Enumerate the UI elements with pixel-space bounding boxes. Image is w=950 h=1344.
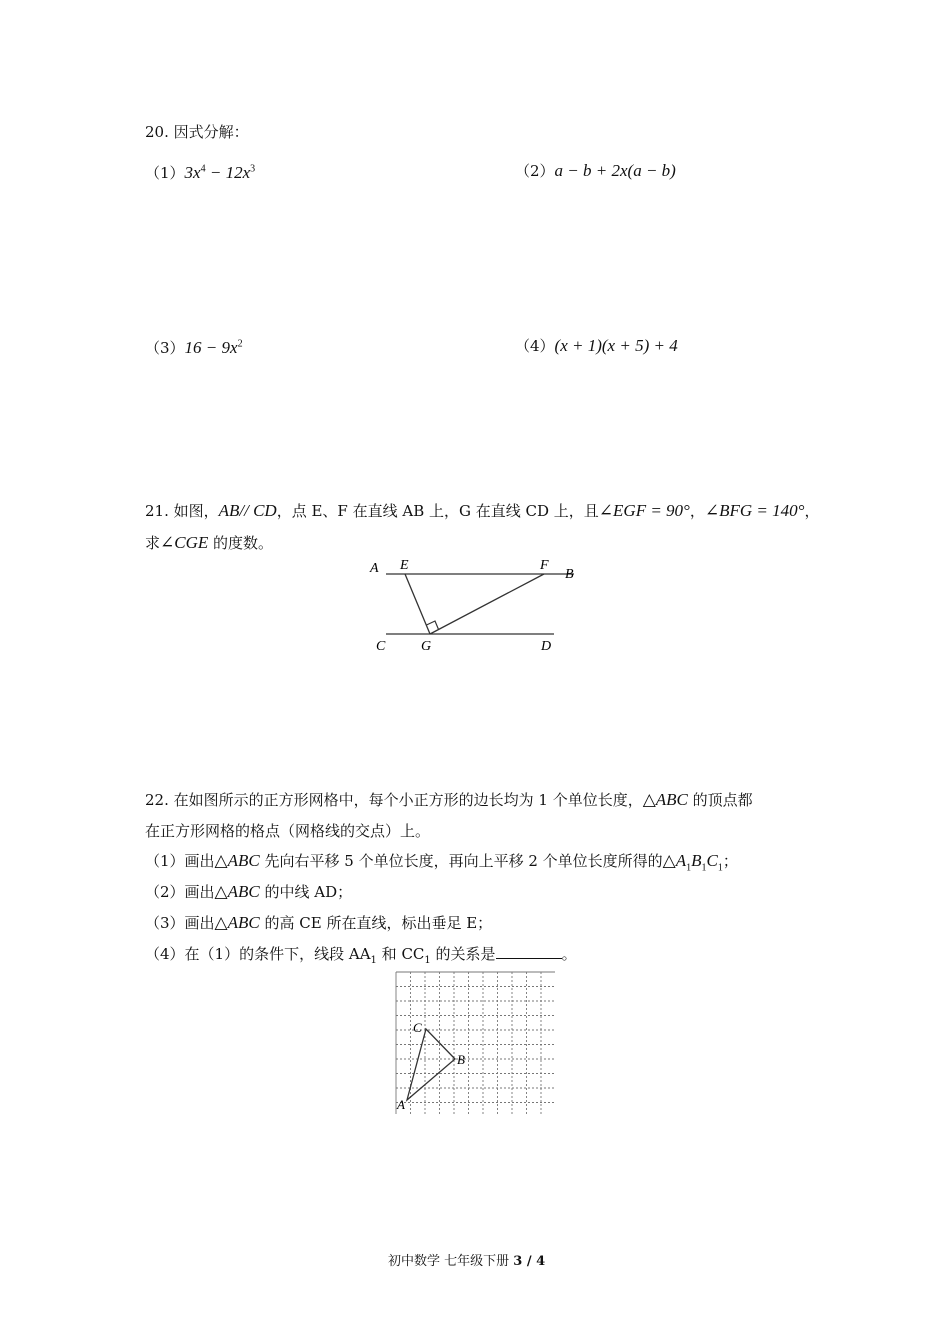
q22-item4-sub1: 1 — [370, 955, 377, 966]
label-d: D — [541, 639, 552, 654]
q20-part2-expr: a − b + 2x(a − b) — [554, 161, 676, 180]
label-g: G — [421, 639, 432, 654]
q22-line2: 在正方形网格的格点（网格线的交点）上。 — [145, 822, 431, 840]
q20-title: 20. 因式分解： — [145, 123, 249, 141]
segment-gf — [430, 574, 544, 634]
q20-part2-label: （2） — [515, 162, 555, 180]
q21-sep: ， — [689, 502, 705, 520]
q22-item1-end: ； — [722, 852, 738, 870]
q22-item4-text-b: 和 CC — [376, 945, 425, 963]
q20-part3 — [145, 337, 243, 358]
q22-grid-figure — [393, 969, 555, 1114]
q22-item1-tri1: $\triangle A_1B_1C_1$ — [662, 851, 723, 874]
q21-angle-cge: ∠CGE — [160, 533, 209, 552]
q21-text: 21. 如图， — [145, 502, 219, 520]
grid-label-a: A — [397, 1097, 405, 1112]
label-c: C — [376, 639, 386, 654]
q22-item3-text-b: 的高 CE 所在直线，标出垂足 E； — [259, 914, 493, 932]
q22-triangle: △ABC — [642, 790, 688, 809]
q22-item2-text: （2）画出 — [145, 883, 215, 901]
grid-label-c: C — [413, 1020, 422, 1035]
page-number: 3 / 4 — [513, 1254, 546, 1269]
label-f: F — [540, 558, 549, 573]
q21-ask: 求 — [145, 534, 161, 552]
label-b: B — [565, 567, 574, 582]
q20-part3-label: （3） — [145, 339, 185, 357]
q20-part4-label: （4） — [515, 337, 555, 355]
q22-item1-tri: △ABC — [214, 851, 260, 870]
q22-item4 — [145, 943, 577, 966]
q20-part1-label: （1） — [145, 164, 185, 182]
q22-line1 — [145, 789, 753, 810]
q22-item2-text-b: 的中线 AD； — [259, 883, 353, 901]
q21-parallel: AB// CD — [218, 501, 277, 520]
q22-item4-text-c: 的关系是 — [430, 945, 496, 963]
q20-part4-expr: (x + 1)(x + 5) + 4 — [554, 336, 678, 355]
q22-item3 — [145, 912, 492, 933]
label-a: A — [370, 561, 379, 576]
triangle-abc — [407, 1029, 455, 1100]
q21-line1 — [145, 500, 819, 521]
q22-item1 — [145, 850, 738, 873]
q22-text-b: 的顶点都 — [687, 791, 753, 809]
q22-item4-sub2: 1 — [424, 955, 431, 966]
segment-eg — [405, 574, 430, 634]
q21-line2 — [145, 532, 273, 553]
q20-part3-expr: $16 - 9x^2$ — [184, 338, 243, 357]
label-e: E — [400, 558, 409, 573]
grid-label-b: B — [457, 1052, 465, 1067]
q20-part4 — [515, 335, 678, 356]
q21-angle-bfg: ∠BFG = 140° — [704, 501, 805, 520]
answer-blank[interactable] — [496, 944, 562, 959]
q20-part1 — [145, 162, 255, 183]
q22-item3-text: （3）画出 — [145, 914, 215, 932]
q22-item2-tri: △ABC — [214, 882, 260, 901]
q21-text-b: ，点 E、F 在直线 AB 上，G 在直线 CD 上，且 — [276, 502, 599, 520]
q20-part2 — [515, 160, 676, 181]
q22-item4-text: （4）在（1）的条件下，线段 AA — [145, 945, 371, 963]
q22-text: 22. 在如图所示的正方形网格中，每个小正方形的边长均为 1 个单位长度， — [145, 791, 643, 809]
q20-part1-expr: $3x^4 - 12x^3$ — [184, 163, 256, 182]
q22-item1-text-b: 先向右平移 5 个单位长度，再向上平移 2 个单位长度所得的 — [259, 852, 663, 870]
q21-figure — [360, 552, 590, 657]
q21-ask-end: 的度数。 — [208, 534, 274, 552]
q22-item4-end: 。 — [561, 945, 577, 963]
footer-text: 初中数学 七年级下册 — [388, 1254, 510, 1269]
q22-item3-tri: △ABC — [214, 913, 260, 932]
page-footer — [388, 1250, 545, 1269]
q21-angle-egf: ∠EGF = 90° — [598, 501, 690, 520]
q21-end: ， — [804, 502, 820, 520]
square-grid — [396, 972, 555, 1114]
q22-item2 — [145, 881, 352, 902]
q22-item1-text: （1）画出 — [145, 852, 215, 870]
